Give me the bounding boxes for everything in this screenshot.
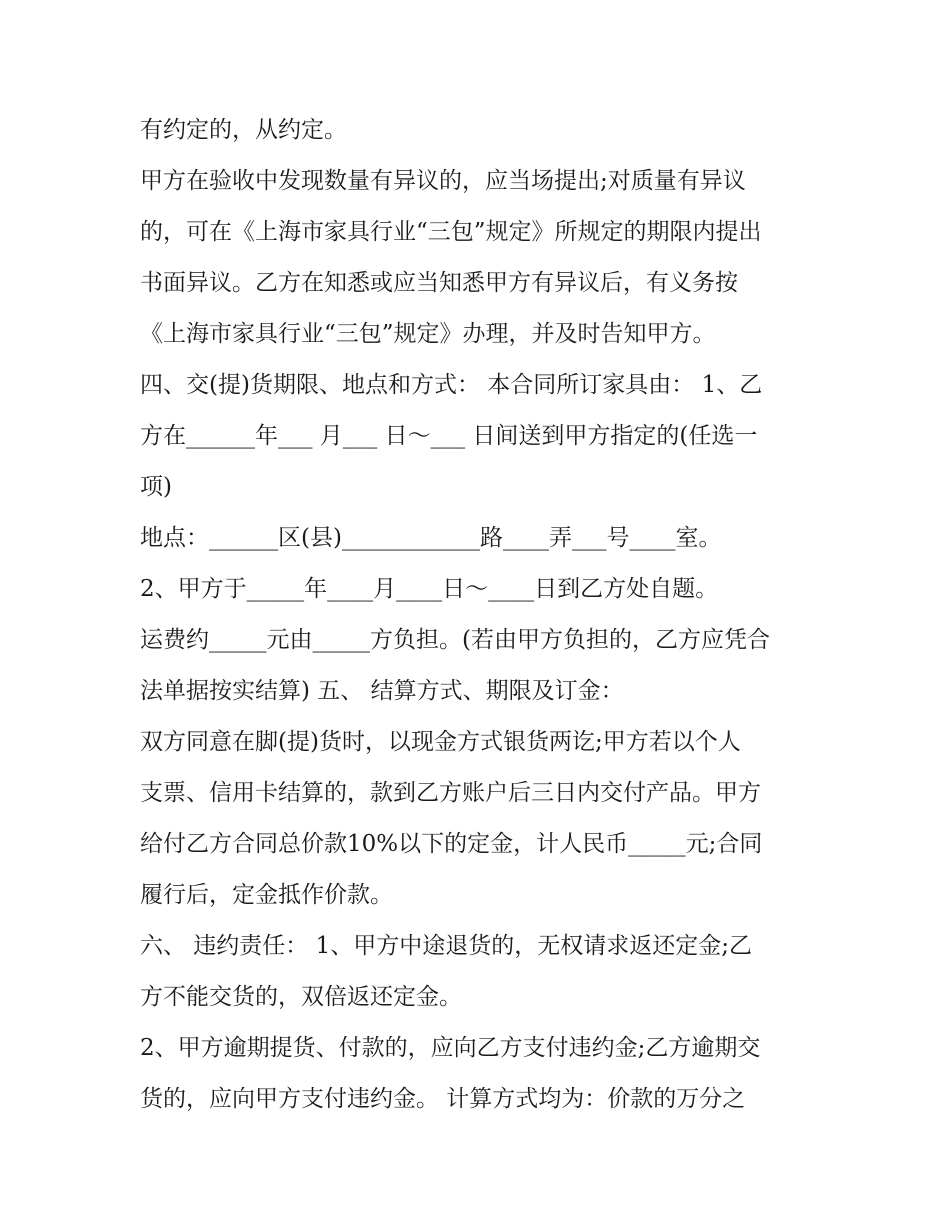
text-line: 项) xyxy=(140,474,172,500)
text-line: 地点：______区(县)____________路____弄___号____室。 xyxy=(140,525,722,551)
text-line: 给付乙方合同总价款10%以下的定金，计人民币_____元;合同 xyxy=(140,831,763,857)
text-line: 书面异议。乙方在知悉或应当知悉甲方有异议后，有义务按 xyxy=(140,270,738,296)
text-line: 四、交(提)货期限、地点和方式： 本合同所订家具由： 1、乙 xyxy=(140,372,763,398)
text-line: 方不能交货的，双倍返还定金。 xyxy=(140,984,462,1010)
text-line: 六、 违约责任： 1、甲方中途退货的，无权请求返还定金;乙 xyxy=(140,933,753,959)
text-line: 支票、信用卡结算的，款到乙方账户后三日内交付产品。甲方 xyxy=(140,780,761,806)
text-line: 的，可在《上海市家具行业“三包”规定》所规定的期限内提出 xyxy=(140,219,762,245)
text-line: 《上海市家具行业“三包”规定》办理，并及时告知甲方。 xyxy=(140,321,716,347)
text-line: 方在______年___ 月___ 日～___ 日间送到甲方指定的(任选一 xyxy=(140,423,758,449)
text-line: 2、甲方逾期提货、付款的，应向乙方支付违约金;乙方逾期交 xyxy=(140,1035,761,1061)
text-line: 双方同意在脚(提)货时，以现金方式银货两讫;甲方若以个人 xyxy=(140,729,741,755)
text-line: 甲方在验收中发现数量有异议的，应当场提出;对质量有异议 xyxy=(140,168,746,194)
text-line: 有约定的，从约定。 xyxy=(140,117,347,143)
contract-text xyxy=(140,105,820,1125)
text-line: 2、甲方于_____年____月____日～____日到乙方处自题。 xyxy=(140,576,719,602)
text-line: 货的，应向甲方支付违约金。 计算方式均为：价款的万分之 xyxy=(140,1086,746,1112)
text-line: 法单据按实结算) 五、 结算方式、期限及订金： xyxy=(140,678,624,704)
text-line: 运费约_____元由_____方负担。(若由甲方负担的，乙方应凭合 xyxy=(140,627,770,653)
text-line: 履行后，定金抵作价款。 xyxy=(140,882,393,908)
